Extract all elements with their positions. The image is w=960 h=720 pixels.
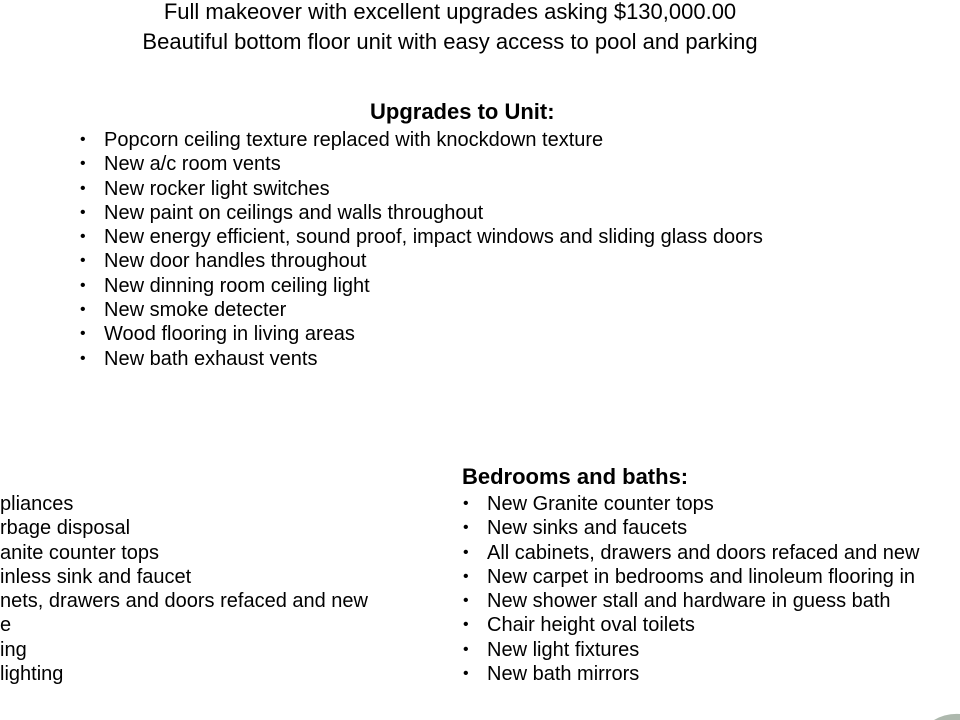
- list-item: • New dinning room ceiling light: [80, 274, 763, 298]
- upgrades-list: [80, 128, 763, 371]
- headline-location: Beautiful bottom floor unit with easy access to pool and parking: [142, 29, 758, 54]
- list-item: lighting: [0, 663, 64, 686]
- list-item: • New rocker light switches: [80, 177, 763, 201]
- list-item: • Chair height oval toilets: [463, 613, 919, 637]
- list-item: • New Granite counter tops: [463, 492, 919, 516]
- list-item: • New bath mirrors: [463, 662, 919, 686]
- list-item: • Popcorn ceiling texture replaced with knockdown texture: [80, 128, 763, 152]
- kitchen-list: [0, 492, 368, 686]
- list-item: • New energy efficient, sound proof, impact windows and sliding glass doors: [80, 225, 763, 249]
- list-item: • All cabinets, drawers and doors refaced and new: [463, 541, 919, 565]
- list-item: • New sinks and faucets: [463, 516, 919, 540]
- list-item: rbage disposal: [0, 517, 131, 540]
- list-item: • New a/c room vents: [80, 152, 763, 176]
- list-item: ing: [0, 638, 27, 661]
- list-item: • New shower stall and hardware in guess bath: [463, 589, 919, 613]
- list-item: • New light fixtures: [463, 638, 919, 662]
- list-item: • New door handles throughout: [80, 249, 763, 273]
- corner-decoration: [934, 712, 960, 720]
- list-item: • New smoke detecter: [80, 298, 763, 322]
- bedrooms-title: Bedrooms and baths:: [462, 464, 689, 489]
- bedrooms-list: [463, 492, 919, 686]
- list-item: • New carpet in bedrooms and linoleum flooring in: [463, 565, 919, 589]
- list-item: • New bath exhaust vents: [80, 347, 763, 371]
- list-item: pliances: [0, 493, 74, 515]
- list-item: nets, drawers and doors refaced and new: [0, 590, 368, 613]
- list-item: e: [0, 614, 12, 637]
- list-item: • Wood flooring in living areas: [80, 322, 763, 346]
- upgrades-title: Upgrades to Unit:: [370, 99, 555, 124]
- list-item: • New paint on ceilings and walls throughout: [80, 201, 763, 225]
- headline-price: Full makeover with excellent upgrades asking $130,000.00: [163, 0, 737, 24]
- list-item: inless sink and faucet: [0, 565, 192, 588]
- list-item: anite counter tops: [0, 541, 159, 564]
